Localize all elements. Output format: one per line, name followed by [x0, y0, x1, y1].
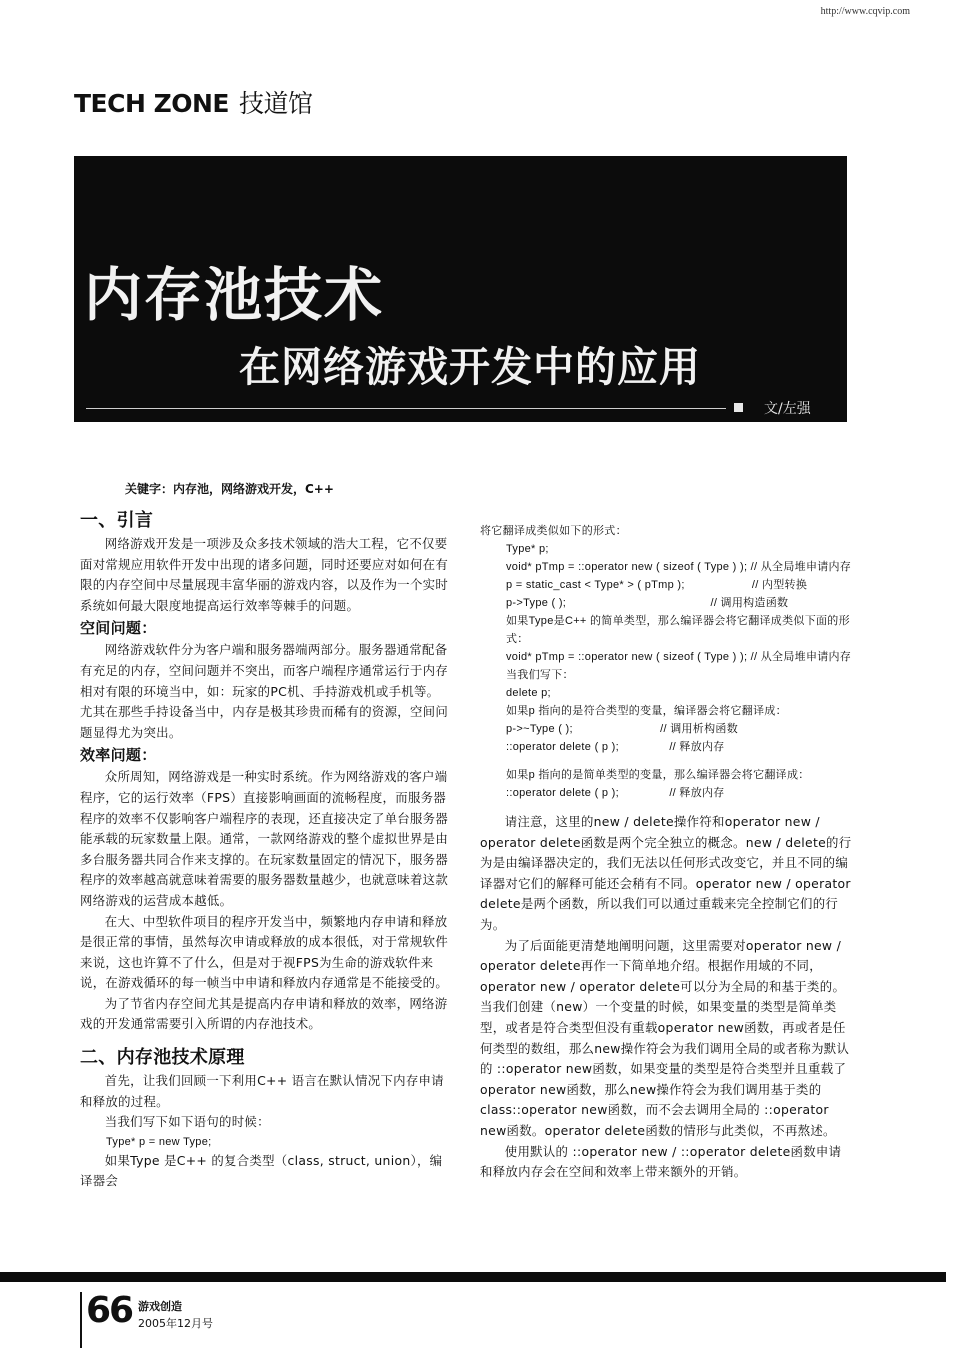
source-url: http://www.cqvip.com	[820, 6, 910, 17]
title-banner	[74, 156, 847, 422]
title-rule	[86, 408, 726, 409]
paragraph: 在大、中型软件项目的程序开发当中，频繁地内存申请和释放是很正常的事情，虽然每次申请或释放的成本很低，对于常规软件来说，这也许算不了什么，但是对于视FPS为生命的游戏软件来说，在游戏循环的每一帧当中申请和释放内存通常是不能接受的。	[80, 913, 449, 991]
code-line: ::operator delete ( p ); // 释放内存	[506, 787, 725, 799]
section-label-cn: 技道馆	[239, 89, 313, 118]
paragraph: 为了节省内存空间尤其是提高内存申请和释放的效率，网络游戏的开发通常需要引入所谓的内存池技术。	[80, 995, 448, 1032]
code-line: p->~Type ( ); // 调用析构函数	[506, 723, 738, 735]
left-column	[80, 508, 450, 1192]
author-byline: 文/左强	[764, 401, 811, 417]
heading-space: 空间问题：	[80, 619, 157, 638]
code-line: Type* p = new Type;	[106, 1135, 212, 1148]
code-line: delete p;	[506, 687, 551, 699]
article-subtitle: 在网络游戏开发中的应用	[239, 343, 701, 391]
paragraph: 当我们写下：	[506, 669, 574, 681]
heading-intro: 一、引言	[80, 510, 154, 531]
footer-divider	[80, 1292, 82, 1348]
square-bullet-icon	[734, 403, 743, 412]
heading-principle: 二、内存池技术原理	[80, 1047, 245, 1069]
paragraph: 如果p 指向的是符合类型的变量，编译器会将它翻译成：	[506, 705, 787, 717]
code-line: ::operator delete ( p ); // 释放内存	[506, 741, 725, 753]
article-title: 内存池技术	[84, 261, 385, 329]
paragraph: 首先，让我们回顾一下利用C++ 语言在默认情况下内存申请和释放的过程。	[80, 1073, 444, 1109]
footer-bar	[0, 1272, 946, 1282]
paragraph: 请注意，这里的new / delete操作符和operator new / operator delete函数是两个完全独立的概念。new / delete的行为是由编译器决定的，我们无法以任何形式改变它，并且不同的编译器对它们的解释可能还会稍有不同。operator new / operator delete是两个函数，所以我们可以通过重载来完全控制它们的行为。	[480, 814, 852, 932]
code-line: Type* p;	[506, 543, 549, 555]
paragraph: 众所周知，网络游戏是一种实时系统。作为网络游戏的客户端程序，它的运行效率（FPS）直接影响画面的流畅程度，而服务器程序的效率不仅影响客户端程序的表现，还直接决定了单台服务器能承载的玩家数量上限。通常，一款网络游戏的整个虚拟世界是由多台服务器共同合作来支撑的。在玩家数量固定的情况下，服务器程序的效率越高就意味着需要的服务器数量越少，也就意味着这款网络游戏的运营成本越低。	[80, 769, 449, 908]
section-label	[74, 84, 313, 120]
right-column	[480, 522, 852, 1183]
keywords: 关键字：内存池，网络游戏开发，C++	[125, 482, 334, 496]
heading-efficiency: 效率问题：	[80, 746, 157, 765]
paragraph: 当我们写下如下语句的时候：	[104, 1114, 270, 1130]
code-line: p = static_cast < Type* > ( pTmp ); // 内型转换	[506, 579, 808, 591]
paragraph: 如果Type 是C++ 的复合类型（class, struct, union），编译器会	[80, 1152, 443, 1189]
paragraph: 网络游戏开发是一项涉及众多技术领域的浩大工程，它不仅要面对常规应用软件开发中出现的诸多问题，同时还要应对如何在有限的内存空间中尽量展现丰富华丽的游戏内容，以及作为一个实时系统如何最大限度地提高运行效率等棘手的问题。	[80, 536, 449, 613]
magazine-name: 游戏创造	[138, 1300, 182, 1313]
issue-date: 2005年12月号	[138, 1317, 213, 1330]
paragraph: 网络游戏软件分为客户端和服务器端两部分。服务器通常配备有充足的内存，空间问题并不突出，而客户端程序通常运行于内存相对有限的环境当中，如：玩家的PC机、手持游戏机或手机等。尤其在那些手持设备当中，内存是极其珍贵而稀有的资源，空间问题显得尤为突出。	[80, 642, 449, 740]
paragraph: 如果p 指向的是简单类型的变量，那么编译器会将它翻译成：	[506, 769, 810, 781]
code-line: void* pTmp = ::operator new ( sizeof ( Type ) ); // 从全局堆申请内存	[506, 651, 852, 663]
section-label-en: TECH ZONE	[74, 89, 229, 118]
paragraph: 使用默认的 ::operator new / ::operator delete函数申请和释放内存会在空间和效率上带来额外的开销。	[480, 1143, 842, 1180]
page-number: 66	[86, 1290, 133, 1331]
paragraph: 如果Type是C++ 的简单类型，那么编译器会将它翻译成类似下面的形式：	[506, 615, 850, 645]
paragraph: 为了后面能更清楚地阐明问题，这里需要对operator new / operator delete再作一下简单地介绍。根据作用域的不同，operator new / operator delete可以分为全局的和基于类的。当我们创建（new）一个变量的时候，如果变量的类型是简单类型，或者是符合类型但没有重载operator new函数，再或者是任何类型的数组，那么new操作符会为我们调用全局的或者称为默认的 ::operator new函数，如果变量的类型是符合类型并且重载了operator new函数，那么new操作符会为我们调用基于类的class::operator new函数，而不会去调用全局的 ::operator new函数。operator delete函数的情形与此类似，不再熬述。	[480, 937, 850, 1138]
code-line: void* pTmp = ::operator new ( sizeof ( Type ) ); // 从全局堆申请内存	[506, 561, 852, 573]
paragraph: 将它翻译成类似如下的形式：	[480, 525, 627, 537]
code-line: p->Type ( ); // 调用构造函数	[506, 597, 789, 609]
